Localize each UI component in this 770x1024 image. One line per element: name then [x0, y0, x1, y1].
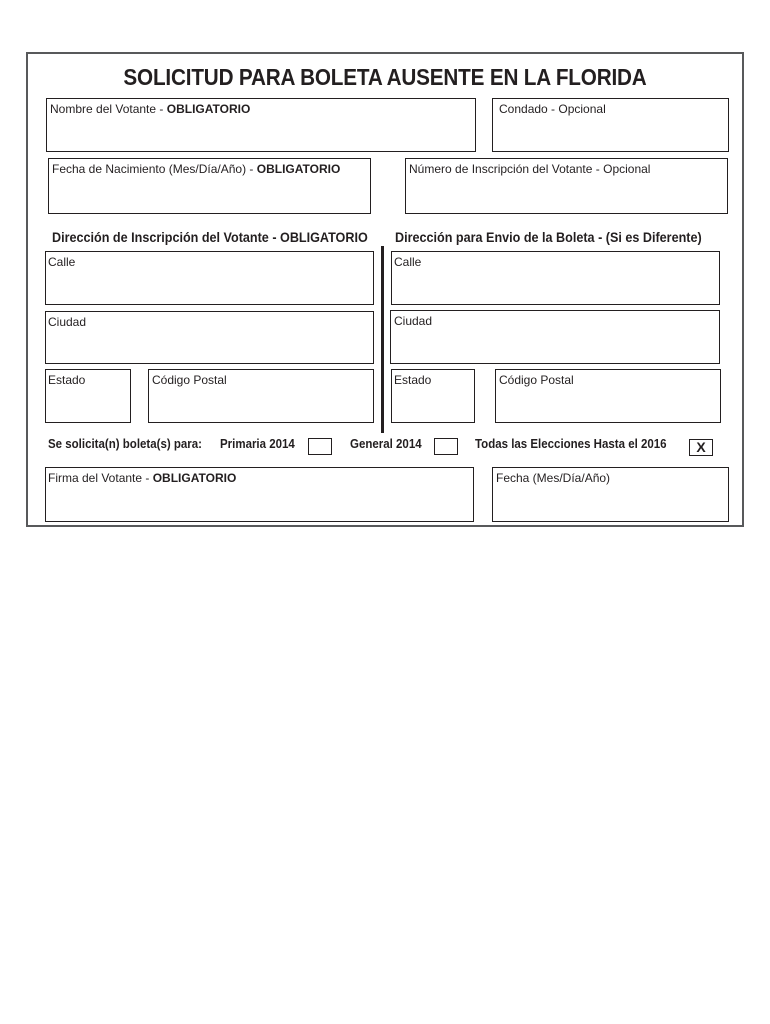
- registration-state-field[interactable]: [45, 369, 131, 423]
- signature-label: Firma del Votante - OBLIGATORIO: [48, 471, 237, 485]
- registration-zip-label: Código Postal: [152, 373, 227, 387]
- mailing-street-label: Calle: [394, 255, 422, 269]
- voter-name-label: Nombre del Votante - OBLIGATORIO: [50, 102, 251, 116]
- mailing-address-heading: Dirección para Envio de la Boleta - (Si es Diferente): [395, 229, 702, 245]
- registration-street-label: Calle: [48, 255, 76, 269]
- voter-name-field[interactable]: [46, 98, 476, 152]
- mailing-street-field[interactable]: [391, 251, 720, 305]
- ballot-request-prefix: Se solicita(n) boleta(s) para:: [48, 437, 203, 451]
- primary-2014-checkbox[interactable]: [308, 438, 332, 455]
- signature-date-label: Fecha (Mes/Día/Año): [496, 471, 611, 485]
- county-field[interactable]: [492, 98, 729, 152]
- column-divider: [381, 246, 384, 433]
- mailing-city-field[interactable]: [390, 310, 720, 364]
- general-2014-label: General 2014: [350, 437, 422, 451]
- all-elections-label: Todas las Elecciones Hasta el 2016: [475, 437, 667, 451]
- primary-2014-label: Primaria 2014: [220, 437, 295, 451]
- mailing-state-label: Estado: [394, 373, 432, 387]
- general-2014-checkbox[interactable]: [434, 438, 458, 455]
- signature-field[interactable]: [45, 467, 474, 522]
- mailing-state-field[interactable]: [391, 369, 475, 423]
- mailing-zip-field[interactable]: [495, 369, 721, 423]
- registration-city-label: Ciudad: [48, 315, 87, 329]
- voter-number-field[interactable]: [405, 158, 728, 214]
- registration-street-field[interactable]: [45, 251, 374, 305]
- county-label: Condado - Opcional: [499, 102, 606, 116]
- form-title: SOLICITUD PARA BOLETA AUSENTE EN LA FLORIDA: [123, 64, 647, 90]
- all-elections-checkbox[interactable]: X: [689, 439, 713, 456]
- voter-number-label: Número de Inscripción del Votante - Opcional: [409, 162, 651, 176]
- mailing-city-label: Ciudad: [394, 314, 433, 328]
- registration-city-field[interactable]: [45, 311, 374, 364]
- mailing-zip-label: Código Postal: [499, 373, 574, 387]
- signature-date-field[interactable]: [492, 467, 729, 522]
- birth-date-field[interactable]: [48, 158, 371, 214]
- registration-state-label: Estado: [48, 373, 86, 387]
- registration-address-heading: Dirección de Inscripción del Votante - OBLIGATORIO: [52, 229, 368, 245]
- birth-date-label: Fecha de Nacimiento (Mes/Día/Año) - OBLIGATORIO: [52, 162, 341, 176]
- registration-zip-field[interactable]: [148, 369, 374, 423]
